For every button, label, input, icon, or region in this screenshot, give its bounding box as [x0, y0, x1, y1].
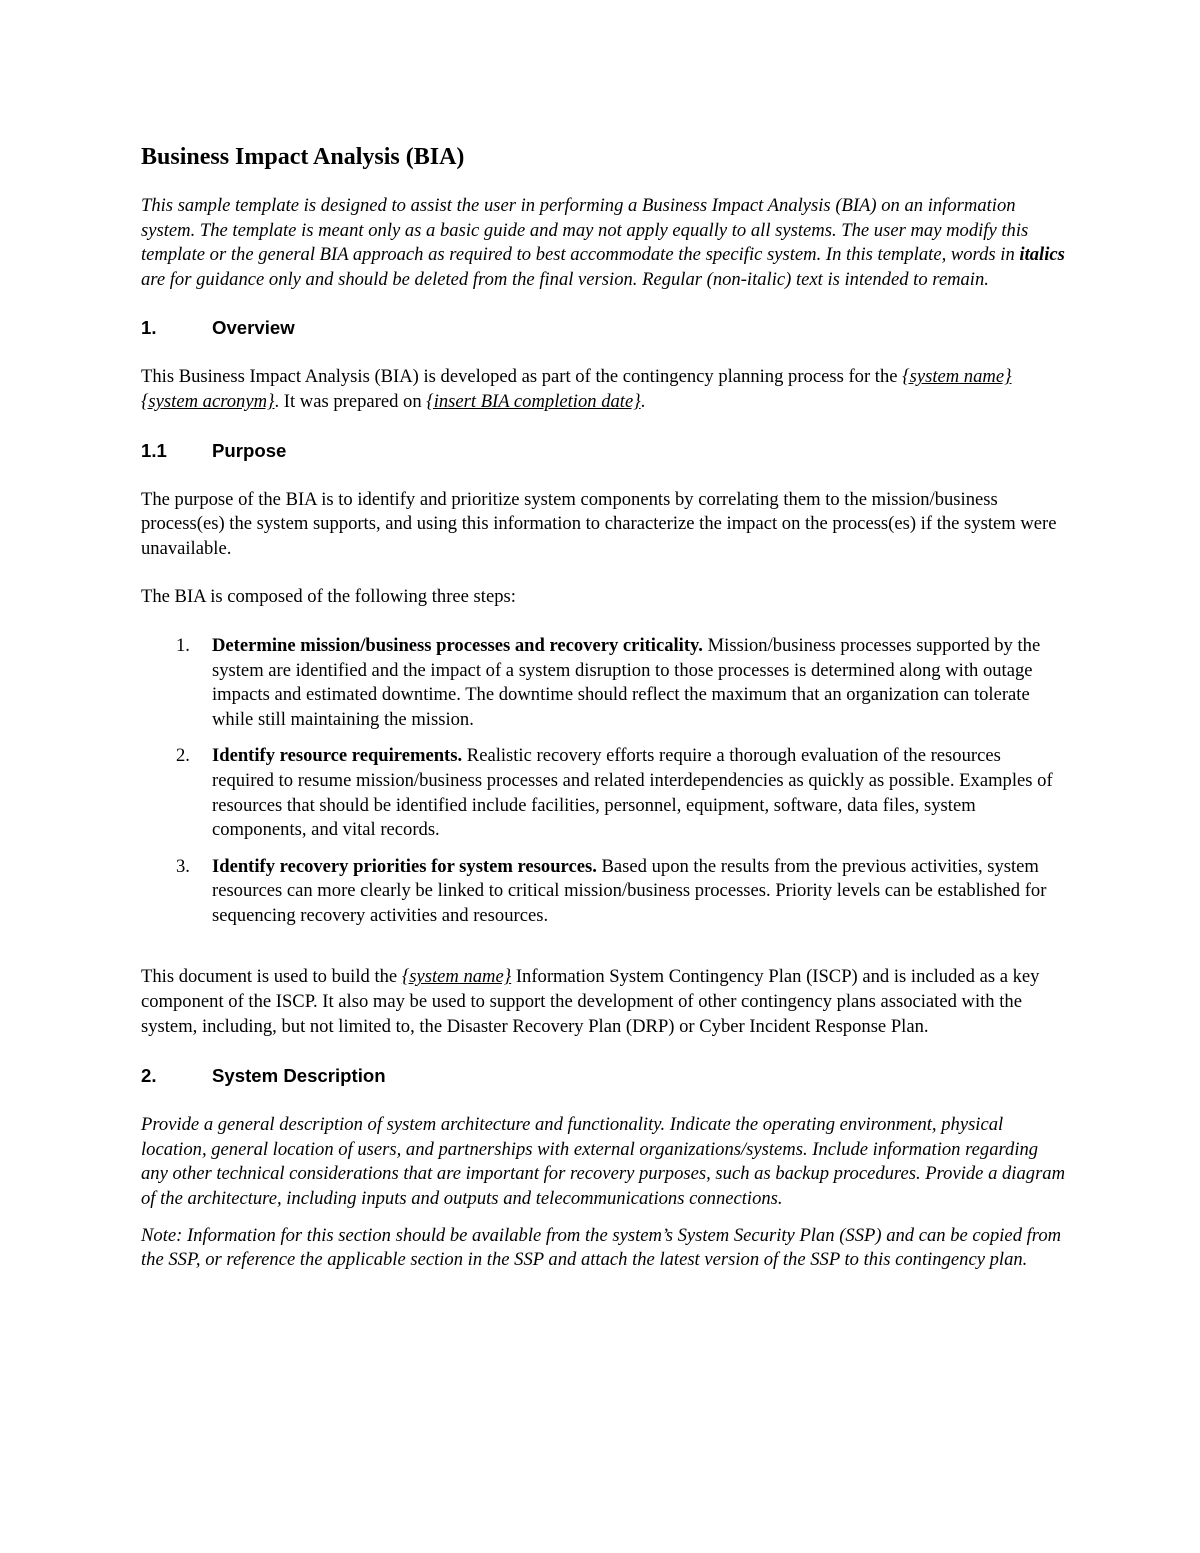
intro-text-before: This sample template is designed to assist the user in performing a Business Impact Analysis (BIA) on an information system. The template is meant only as a basic guide and may not apply equally to all systems. The user may modify this template or the general BIA approach as required to best accommodate the specific system. In this template, words in: [141, 195, 1029, 266]
overview-text-2: . It was prepared on: [274, 390, 427, 412]
heading-system-description: [141, 1064, 1066, 1088]
placeholder-system-name: {system name}: [401, 966, 512, 988]
heading-text: Overview: [212, 317, 295, 339]
list-item-text: Realistic recovery efforts require a thorough evaluation of the resources required to resume mission/business processes and related interdependencies as quickly as possible. Examples of resources that should be identified include facilities, personnel, equipment, software, data files, system components, and vital records.: [212, 745, 1053, 841]
list-item: [141, 855, 1066, 929]
list-number: 1.: [176, 634, 190, 656]
intro-guidance: [141, 194, 1066, 292]
heading-number: 2.: [141, 1065, 157, 1087]
heading-text: System Description: [212, 1065, 386, 1087]
heading-purpose: [141, 439, 1066, 463]
steps-intro-paragraph: The BIA is composed of the following three steps:: [141, 586, 516, 608]
intro-text-after: are for guidance only and should be deleted from the final version. Regular (non-italic) text is intended to remain.: [141, 268, 989, 290]
system-description-guidance: Provide a general description of system architecture and functionality. Indicate the operating environment, physical location, general location of users, and partnerships with external organizations/systems. Include information regarding any other technical considerations that are important for recovery purposes, such as backup procedures. Provide a diagram of the architecture, including inputs and outputs and telecommunications connections.: [141, 1114, 1066, 1210]
placeholder-bia-completion-date: {insert BIA completion date}: [426, 390, 641, 412]
bia-steps-list: [141, 634, 1066, 929]
list-item-text: Based upon the results from the previous activities, system resources can more clearly be linked to critical mission/business processes. Priority levels can be established for sequencing recovery activities and resources.: [212, 855, 1047, 926]
heading-number: 1.: [141, 317, 157, 339]
overview-paragraph: [141, 365, 1066, 414]
system-description-note: Note: Information for this section should be available from the system’s System Security Plan (SSP) and can be copied from the SSP, or reference the applicable section in the SSP and attach the latest version of the SSP to this contingency plan.: [141, 1224, 1062, 1271]
heading-text: Purpose: [212, 439, 287, 461]
list-item: [141, 744, 1066, 842]
overview-text-1: This Business Impact Analysis (BIA) is developed as part of the contingency planning process for the: [141, 366, 903, 388]
intro-bold-word: italics: [1019, 244, 1065, 266]
document-title: Business Impact Analysis (BIA): [141, 144, 465, 170]
purpose-paragraph: The purpose of the BIA is to identify and prioritize system components by correlating them to the mission/business process(es) the system supports, and using this information to characterize the impact on the process(es) if the system were unavailable.: [141, 488, 1057, 559]
iscp-paragraph: [141, 965, 1066, 1039]
document-page: [141, 142, 1066, 1273]
list-number: 3.: [176, 855, 190, 877]
placeholder-system-name-acronym: {system name}{system acronym}: [141, 366, 1012, 412]
heading-number: 1.1: [141, 439, 167, 461]
iscp-text-2: Information System Contingency Plan (ISCP) and is included as a key component of the ISCP. It also may be used to support the development of other contingency plans associated with the system, including, but not limited to, the Disaster Recovery Plan (DRP) or Cyber Incident Response Plan.: [141, 966, 1040, 1037]
list-number: 2.: [176, 745, 190, 767]
list-item: [141, 634, 1066, 732]
list-item-title: Determine mission/business processes and recovery criticality.: [212, 634, 703, 656]
heading-overview: [141, 316, 1066, 340]
iscp-text-1: This document is used to build the: [141, 966, 402, 988]
overview-text-3: .: [640, 390, 646, 412]
list-item-text: Mission/business processes supported by the system are identified and the impact of a system disruption to those processes is determined along with outage impacts and estimated downtime. The downtime should reflect the maximum that an organization can tolerate while still maintaining the mission.: [212, 634, 1041, 730]
list-item-title: Identify recovery priorities for system resources.: [212, 855, 597, 877]
list-item-title: Identify resource requirements.: [212, 745, 463, 767]
